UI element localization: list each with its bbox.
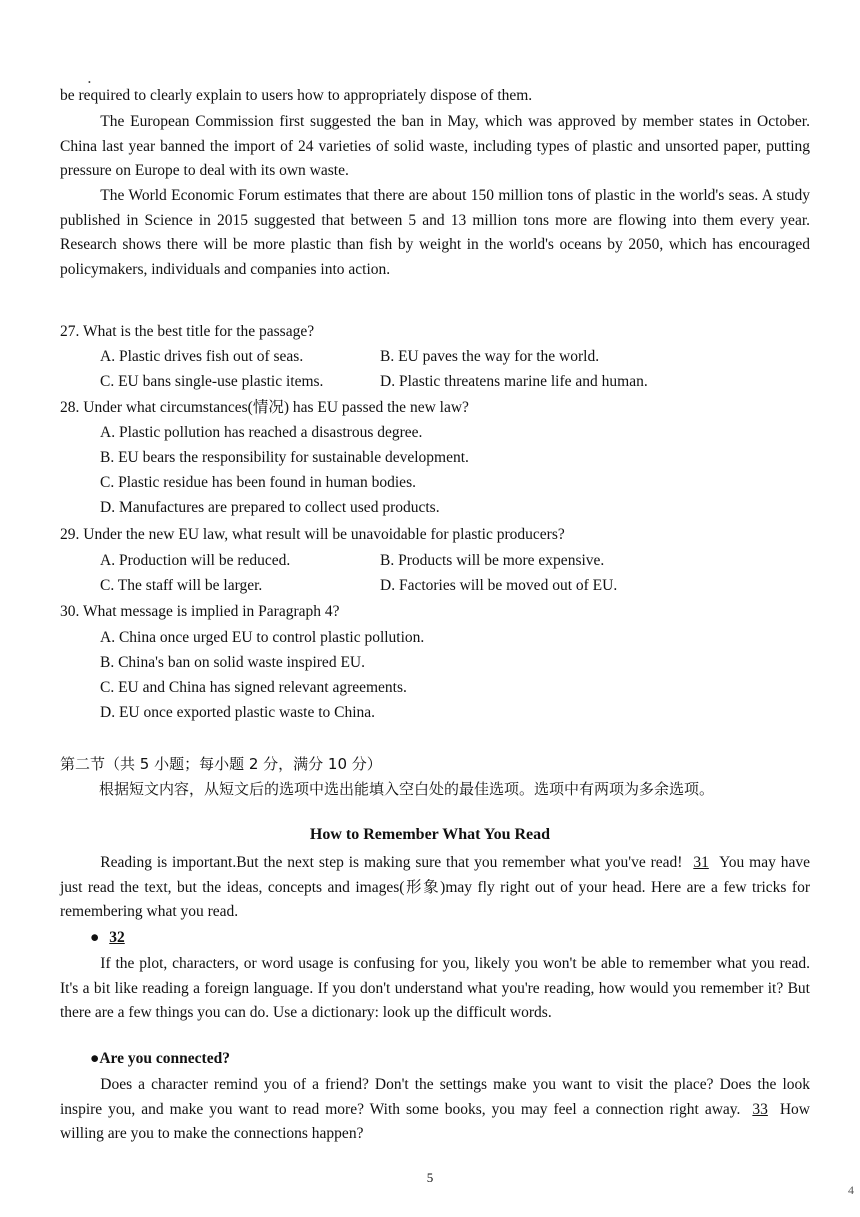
rp3-part-b: How willing are you to make the connections happen? — [60, 1100, 810, 1142]
rp1-part-a: Reading is important.But the next step is making sure that you remember what you've read! — [100, 854, 683, 871]
q28-option-b: B. EU bears the responsibility for sustainable development. — [100, 449, 469, 466]
paragraph-3: The World Economic Forum estimates that there are about 150 million tons of plastic in the world's seas. A study published in Science in 2015 suggested that between 5 and 13 million tons more are flowing into them every year. Research shows there will be more plastic than fish by weight in the world's oceans by 2050, which has encouraged policymakers, individuals and companies into action. — [60, 187, 810, 278]
q29-option-a: A. Production will be reduced. — [100, 552, 291, 569]
blank-31: 31 — [693, 854, 709, 871]
q27-option-d: D. Plastic threatens marine life and human. — [380, 373, 648, 390]
section-2-header: 第二节（共 5 小题；每小题 2 分，满分 10 分） — [60, 755, 382, 773]
blank-33: 33 — [752, 1100, 768, 1118]
corner-mark: 4 — [848, 1183, 854, 1197]
section-2-instruction: 根据短文内容，从短文后的选项中选出能填入空白处的最佳选项。选项中有两项为多余选项。 — [99, 780, 715, 798]
q29-option-d: D. Factories will be moved out of EU. — [380, 577, 618, 594]
reading-paragraph-1 — [60, 851, 810, 925]
bullet-heading-32 — [90, 926, 131, 950]
question-29-stem: 29. Under the new EU law, what result will be unavoidable for plastic producers? — [60, 526, 565, 543]
q30-option-c: C. EU and China has signed relevant agreements. — [100, 679, 407, 696]
q30-option-d: D. EU once exported plastic waste to China. — [100, 704, 376, 721]
question-30-stem: 30. What message is implied in Paragraph 4? — [60, 603, 340, 620]
q28-option-a: A. Plastic pollution has reached a disastrous degree. — [100, 424, 423, 441]
heading-are-you-connected: ●Are you connected? — [90, 1050, 230, 1067]
bullet-icon: ● — [90, 929, 100, 946]
paragraph-2: The European Commission first suggested the ban in May, which was approved by member states in October. China last year banned the import of 24 varieties of solid waste, including types of plastic and unsorted paper, putting pressure on Europe to deal with its own waste. — [60, 113, 810, 179]
blank-32: 32 — [109, 929, 125, 946]
speck-mark: • — [88, 78, 91, 87]
q27-option-a: A. Plastic drives fish out of seas. — [100, 348, 304, 365]
q28-option-c: C. Plastic residue has been found in human bodies. — [100, 474, 416, 491]
question-27-stem: 27. What is the best title for the passage? — [60, 323, 315, 340]
rp1-part-b: You may have just read the text, but the ideas, concepts and images(形象)may fly right out of your head. Here are a few tricks for remembering what you read. — [60, 854, 810, 920]
q30-option-b: B. China's ban on solid waste inspired EU. — [100, 654, 365, 671]
q29-option-b: B. Products will be more expensive. — [380, 552, 605, 569]
q30-option-a: A. China once urged EU to control plastic pollution. — [100, 629, 425, 646]
paragraph-1-tail: be required to clearly explain to users how to appropriately dispose of them. — [60, 87, 533, 104]
reading-paragraph-2: If the plot, characters, or word usage is confusing for you, likely you won't be able to remember what you read. It's a bit like reading a foreign language. If you don't understand what you're reading, how would you remember it? But there are a few things you can do. Use a dictionary: look up the difficult words. — [60, 955, 810, 1021]
q27-option-c: C. EU bans single-use plastic items. — [100, 373, 324, 390]
q28-option-d: D. Manufactures are prepared to collect used products. — [100, 499, 440, 516]
rp3-part-a: Does a character remind you of a friend? Don't the settings make you want to visit the place? Does the look inspire you, and make you want to read more? With some books, you may feel a connection right away. — [60, 1076, 810, 1118]
reading-paragraph-3 — [60, 1073, 810, 1147]
question-28-stem: 28. Under what circumstances(情况) has EU passed the new law? — [60, 399, 469, 416]
q27-option-b: B. EU paves the way for the world. — [380, 348, 600, 365]
passage-title: How to Remember What You Read — [309, 826, 551, 843]
q29-option-c: C. The staff will be larger. — [100, 577, 263, 594]
page-number: 5 — [426, 1170, 434, 1185]
